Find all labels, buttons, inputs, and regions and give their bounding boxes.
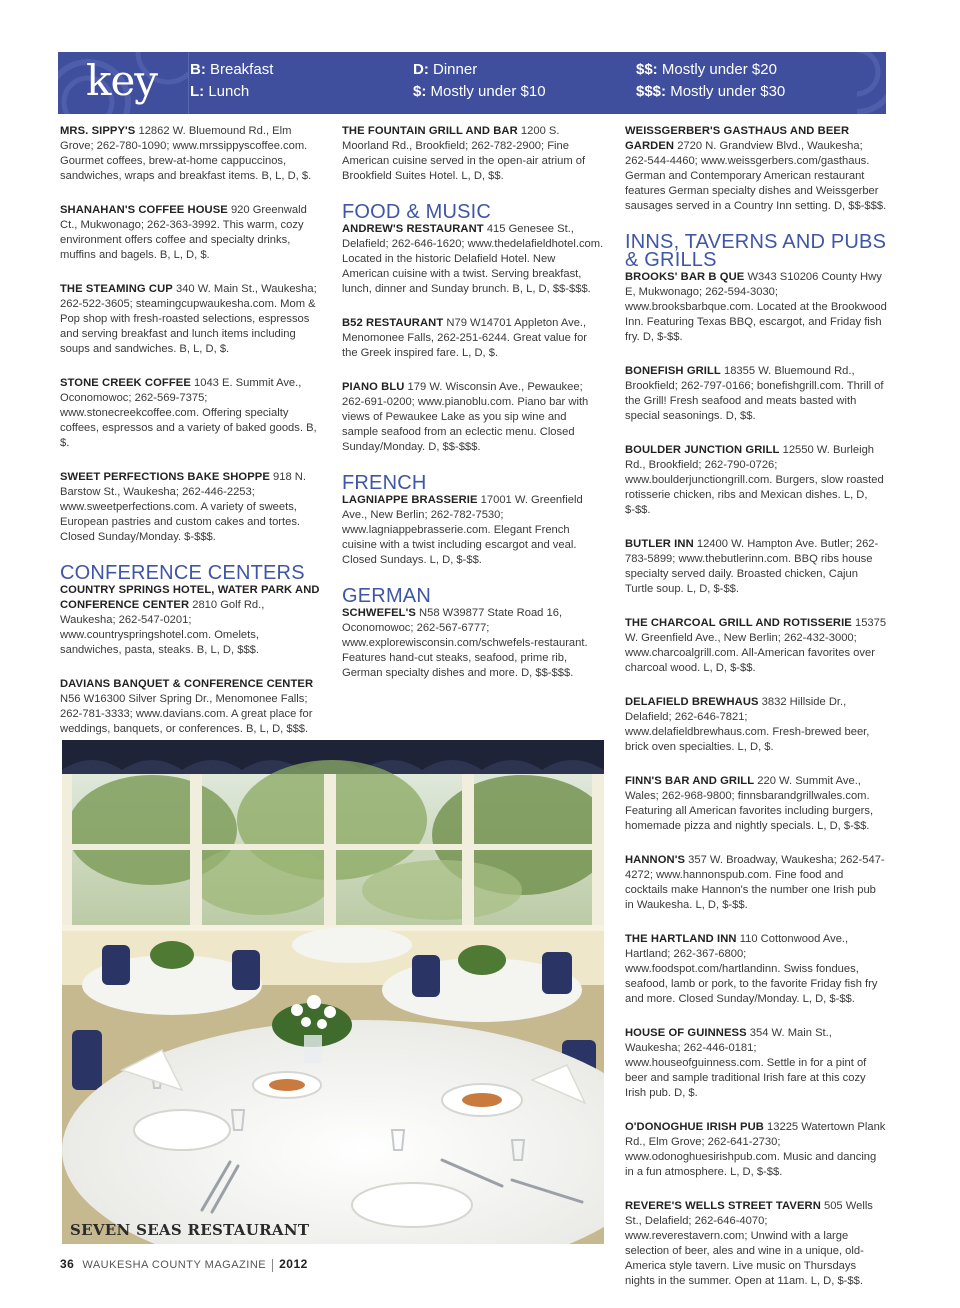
listing bbox=[60, 282, 322, 357]
listing-name: STONE CREEK COFFEE bbox=[60, 377, 191, 389]
listing-details: 1043 E. Summit Ave., Oconomowoc; 262-569-7375; www.stonecreekcoffee.com. Offering specialty coffees, espressos and a variety of baked goods. B, $. bbox=[60, 377, 317, 449]
listing bbox=[625, 1026, 887, 1101]
listing-details: N56 W16300 Silver Spring Dr., Menomonee Falls; 262-781-3333; www.davians.com. A great place for weddings, banquets, or conferences. B, L, D, $$$. bbox=[60, 693, 313, 735]
listing bbox=[625, 270, 887, 345]
listing-name: BOULDER JUNCTION GRILL bbox=[625, 444, 780, 456]
listing bbox=[60, 583, 322, 658]
listing-name: ANDREW'S RESTAURANT bbox=[342, 223, 484, 235]
listing-details: 1200 S. Moorland Rd., Brookfield; 262-782-2900; Fine American cuisine served in the open-air atrium of Brookfield Suites Hotel. L, D, $$. bbox=[342, 125, 586, 182]
listing-details: 2720 N. Grandview Blvd., Waukesha; 262-544-4460; www.weissgerbers.com/gasthaus. German and Contemporary American restaurant features German specialty dishes and Weissgerber sausages served in a Country Inn setting. D, $$-$$$. bbox=[625, 140, 887, 212]
listing-details: 17001 W. Greenfield Ave., New Berlin; 262-782-7530; www.lagniappebrasserie.com. Elegant French cuisine with a twist including escargot and veal. Closed Sundays. L, D, $-$$. bbox=[342, 494, 583, 566]
listing-name: BROOKS' BAR B QUE bbox=[625, 271, 745, 283]
listing-name: SHANAHAN'S COFFEE HOUSE bbox=[60, 204, 228, 216]
publication-name: WAUKESHA COUNTY MAGAZINE bbox=[82, 1259, 267, 1271]
key-item: D: Dinner bbox=[413, 61, 478, 78]
listing bbox=[60, 677, 322, 737]
section-heading: GERMAN bbox=[342, 585, 431, 607]
listing-details: 415 Genesee St., Delafield; 262-646-1620; www.thedelafieldhotel.com. Located in the historic Delafield Hotel. New American cuisine with a twist. Serving breakfast, lunch, dinner and Sunday brunch. B, L, D, $$-$$$. bbox=[342, 223, 604, 295]
page-footer bbox=[60, 1257, 308, 1272]
listing-name: THE FOUNTAIN GRILL AND BAR bbox=[342, 125, 518, 137]
dining-room-illustration bbox=[62, 740, 604, 1244]
listing-details: N79 W14701 Appleton Ave., Menomonee Falls, 262-251-6244. Great value for the Greek inspired fare. L, D, $. bbox=[342, 317, 588, 359]
section-heading: FRENCH bbox=[342, 472, 427, 494]
listing-name: MRS. SIPPY'S bbox=[60, 125, 136, 137]
issue-year: 2012 bbox=[279, 1257, 308, 1271]
listing-name: PIANO BLU bbox=[342, 381, 405, 393]
listing-name: HANNON'S bbox=[625, 854, 686, 866]
listing bbox=[625, 443, 887, 518]
listing-name: THE HARTLAND INN bbox=[625, 933, 737, 945]
section-heading: INNS, TAVERNS AND PUBS & GRILLS bbox=[625, 231, 887, 271]
listing-details: 354 W. Main St., Waukesha; 262-446-0181; www.houseofguinness.com. Settle in for a pint of beer and sample traditional Irish fare at this cozy Irish pub. D, $. bbox=[625, 1027, 867, 1099]
listing bbox=[342, 493, 604, 568]
listing bbox=[625, 695, 887, 755]
section-heading: CONFERENCE CENTERS bbox=[60, 562, 305, 584]
listing-name: HOUSE OF GUINNESS bbox=[625, 1027, 747, 1039]
listing-name: FINN'S BAR AND GRILL bbox=[625, 775, 755, 787]
listing-name: WEISSGERBER'S GASTHAUS AND BEER GARDEN bbox=[625, 125, 850, 152]
listing bbox=[625, 1199, 887, 1289]
page-number: 36 bbox=[60, 1257, 75, 1271]
listing-details: 357 W. Broadway, Waukesha; 262-547-4272; www.hannonspub.com. Fine food and cocktails make Hannon's the number one Irish pub in Waukesha. L, D, $-$$. bbox=[625, 854, 885, 911]
listing-details: 110 Cottonwood Ave., Hartland; 262-367-6800; www.foodspot.com/hartlandinn. Swiss fondues, seafood, lamb or pork, to the favorite Friday fish fry and more. Closed Sunday/Monday. L, D, $-$$. bbox=[625, 933, 878, 1005]
listing-details: 13225 Watertown Plank Rd., Elm Grove; 262-641-2730; www.odonoghuesirishpub.com. Music and dancing in a fun atmosphere. L, D, $-$$. bbox=[625, 1121, 886, 1178]
key-item: L: Lunch bbox=[190, 83, 250, 100]
listing-name: B52 RESTAURANT bbox=[342, 317, 444, 329]
listing-details: 505 Wells St., Delafield; 262-646-4070; www.reverestavern.com; Unwind with a large selection of beer, ales and wine in a unique, old-America style tavern. Live music on Thursdays nights in the summer. Open at 11am. L, D, $-$$. bbox=[625, 1200, 873, 1287]
listing-name: BUTLER INN bbox=[625, 538, 694, 550]
section-heading: FOOD & MUSIC bbox=[342, 201, 492, 223]
key-title: key bbox=[86, 56, 158, 105]
footer-divider bbox=[272, 1259, 273, 1272]
key-legend bbox=[188, 52, 857, 114]
key-item: $$$: Mostly under $30 bbox=[636, 83, 786, 100]
listing-name: DAVIANS BANQUET & CONFERENCE CENTER bbox=[60, 678, 314, 690]
listing-name: REVERE'S WELLS STREET TAVERN bbox=[625, 1200, 821, 1212]
listing bbox=[625, 1120, 887, 1180]
listing-details: W343 S10206 County Hwy E, Mukwonago; 262-594-3030; www.brooksbarbque.com. Located at the Brookwood Inn. Featuring Texas BBQ, escargot, and Friday fish fry. D, $-$$. bbox=[625, 271, 887, 343]
listing-details: 918 N. Barstow St., Waukesha; 262-446-2253; www.sweetperfections.com. A variety of sweets, European pastries and custom cakes and tortes. Closed Sunday/Monday. $-$$$. bbox=[60, 471, 306, 543]
listing-name: LAGNIAPPE BRASSERIE bbox=[342, 494, 478, 506]
listing bbox=[342, 316, 604, 361]
listing-name: THE STEAMING CUP bbox=[60, 283, 173, 295]
listing-details: 12862 W. Bluemound Rd., Elm Grove; 262-780-1090; www.mrssippyscoffee.com. Gourmet coffees, brew-at-home cappuccinos, sandwiches, wraps and breakfast items. B, L, D, $. bbox=[60, 125, 312, 182]
column-right bbox=[625, 124, 887, 1308]
listing-name: O'DONOGHUE IRISH PUB bbox=[625, 1121, 764, 1133]
listing bbox=[625, 853, 887, 913]
listing bbox=[60, 124, 322, 184]
listing bbox=[60, 376, 322, 451]
key-item: B: Breakfast bbox=[190, 61, 274, 78]
listing-details: 12550 W. Burleigh Rd., Brookfield; 262-790-0726; www.boulderjunctiongrill.com. Burgers, slow roasted rotisserie chicken, ribs and Mexican dishes. L, D, $-$$. bbox=[625, 444, 884, 516]
listing-details: 920 Greenwald Ct., Mukwonago; 262-363-3992. This warm, cozy environment offers coffee and specialty drinks, muffins and bagels. B, L, D, $. bbox=[60, 204, 307, 261]
listing-name: BONEFISH GRILL bbox=[625, 365, 721, 377]
key-item: $$: Mostly under $20 bbox=[636, 61, 777, 78]
listing-details: 18355 W. Bluemound Rd., Brookfield; 262-797-0166; bonefishgrill.com. Thrill of the Grill! Fresh seafood and meats basted with special seasonings. D, $$. bbox=[625, 365, 884, 422]
photo-caption: SEVEN SEAS RESTAURANT bbox=[70, 1221, 310, 1239]
listing-details: N58 W39877 State Road 16, Oconomowoc; 262-567-6777; www.explorewisconsin.com/schwefels-restaurant. Features hand-cut steaks, seafood, prime rib, German specialty dishes and more. D, $$-$$$. bbox=[342, 607, 588, 679]
listing-name: COUNTRY SPRINGS HOTEL, WATER PARK AND CONFERENCE CENTER bbox=[60, 584, 320, 611]
listing-details: 12400 W. Hampton Ave. Butler; 262-783-5899; www.thebutlerinn.com. BBQ ribs house specialty served daily. Broasted chicken, Cajun Turtle soup. L, D, $-$$. bbox=[625, 538, 879, 595]
listing-details: 2810 Golf Rd., Waukesha; 262-547-0201; www.countryspringshotel.com. Omelets, sandwiches, pasta, steaks. B, L, D, $$$. bbox=[60, 599, 265, 656]
listing bbox=[342, 222, 604, 297]
key-bar bbox=[58, 52, 886, 114]
listing bbox=[625, 774, 887, 834]
listing bbox=[342, 606, 604, 681]
column-middle bbox=[342, 124, 604, 700]
listing bbox=[60, 470, 322, 545]
listing bbox=[625, 616, 887, 676]
listing-details: 179 W. Wisconsin Ave., Pewaukee; 262-691-0200; www.pianoblu.com. Piano bar with views of Pewaukee Lake as you sip wine and sample seafood from an eclectic menu. Closed Sunday/Monday. D, $$-$$$. bbox=[342, 381, 589, 453]
restaurant-photo bbox=[62, 740, 604, 1244]
listing-name: SCHWEFEL'S bbox=[342, 607, 416, 619]
listing bbox=[342, 380, 604, 455]
listing bbox=[342, 124, 604, 184]
listing-name: SWEET PERFECTIONS BAKE SHOPPE bbox=[60, 471, 270, 483]
listing-details: 340 W. Main St., Waukesha; 262-522-3605; steamingcupwaukesha.com. Mom & Pop shop with fresh-roasted selections, espressos and serving breakfast and lunch items including soups and sandwiches. B, L, D, $. bbox=[60, 283, 317, 355]
listing-details: 15375 W. Greenfield Ave., New Berlin; 262-432-3000; www.charcoalgrill.com. All-American favorites over charcoal wood. L, D, $-$$. bbox=[625, 617, 887, 674]
listing bbox=[60, 203, 322, 263]
listing-details: 3832 Hillside Dr., Delafield; 262-646-7821; www.delafieldbrewhaus.com. Fresh-brewed beer, brick oven specialties. L, D, $. bbox=[625, 696, 870, 753]
listing bbox=[625, 537, 887, 597]
listing bbox=[625, 932, 887, 1007]
column-left bbox=[60, 124, 322, 756]
listing-name: DELAFIELD BREWHAUS bbox=[625, 696, 759, 708]
listing bbox=[625, 124, 887, 214]
key-item: $: Mostly under $10 bbox=[413, 83, 546, 100]
listing-details: 220 W. Summit Ave., Wales; 262-968-9800; finnsbarandgrillwales.com. Featuring all American favorites including burgers, homemade pizza and nightly specials. L, D, $-$$. bbox=[625, 775, 874, 832]
listing bbox=[625, 364, 887, 424]
listing-name: THE CHARCOAL GRILL AND ROTISSERIE bbox=[625, 617, 852, 629]
